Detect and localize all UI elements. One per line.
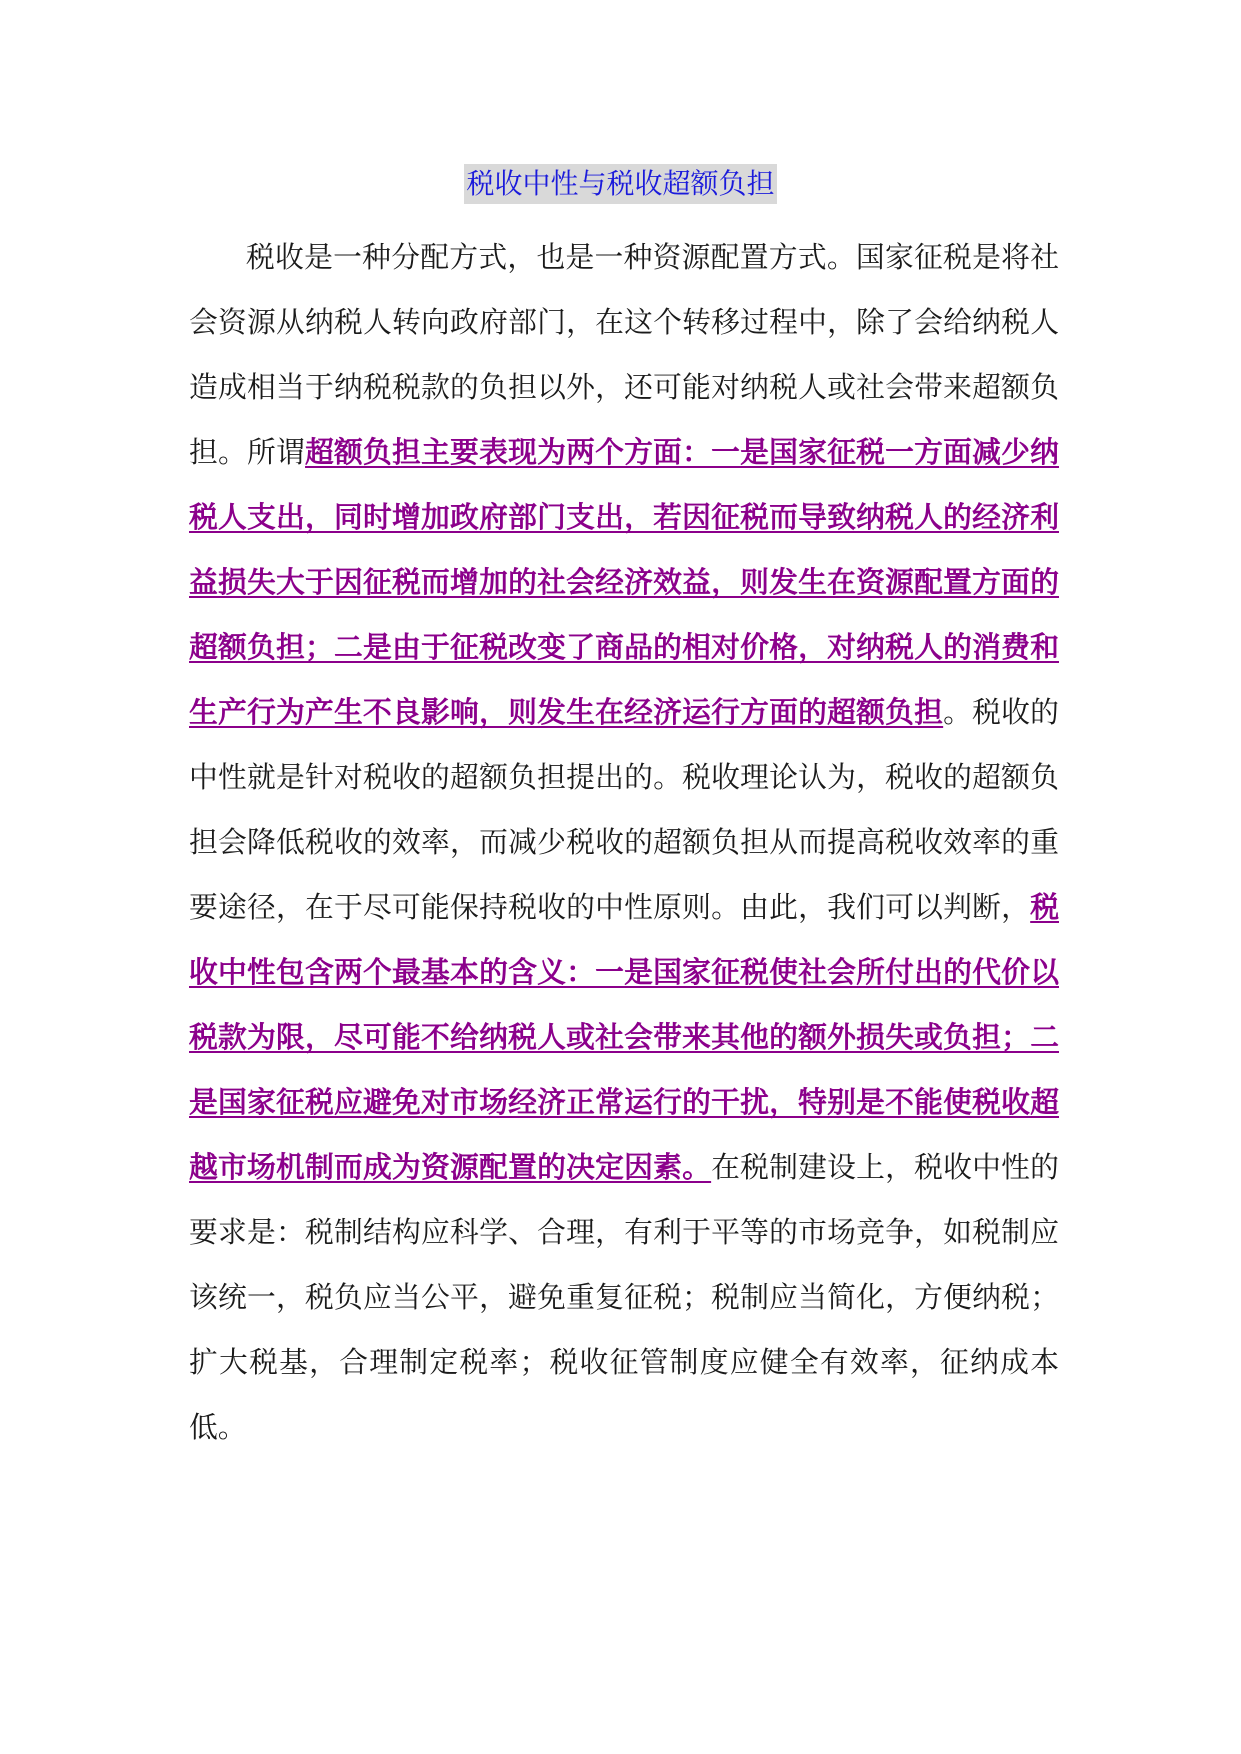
body-paragraph — [189, 225, 1059, 1460]
paragraph-text-segment: 在税制建设上，税收中性的要求是：税制结构应科学、合理，有利于平等的市场竞争，如税制应该统一，税负应当公平，避免重复征税；税制应当简化，方便纳税；扩大税基，合理制定税率；税收征管制度应健全有效率，征纳成本低。 — [189, 1150, 1059, 1444]
emphasized-passage: 税收中性包含两个最基本的含义：一是国家征税使社会所付出的代价以税款为限，尽可能不给纳税人或社会带来其他的额外损失或负担；二是国家征税应避免对市场经济正常运行的干扰，特别是不能使税收超越市场机制而成为资源配置的决定因素。 — [189, 890, 1059, 1184]
emphasized-passage: 超额负担主要表现为两个方面：一是国家征税一方面减少纳税人支出，同时增加政府部门支出，若因征税而导致纳税人的经济利益损失大于因征税而增加的社会经济效益，则发生在资源配置方面的超额负担；二是由于征税改变了商品的相对价格，对纳税人的消费和生产行为产生不良影响，则发生在经济运行方面的超额负担 — [189, 435, 1059, 729]
document-title: 税收中性与税收超额负担 — [464, 164, 776, 204]
paragraph-text-segment: 税收是一种分配方式，也是一种资源配置方式。国家征税是将社会资源从纳税人转向政府部门，在这个转移过程中，除了会给纳税人造成相当于纳税税款的负担以外，还可能对纳税人或社会带来超额负担。所谓 — [189, 240, 1059, 469]
title-container — [0, 164, 1241, 204]
paragraph-text-segment: 。税收的中性就是针对税收的超额负担提出的。税收理论认为，税收的超额负担会降低税收的效率，而减少税收的超额负担从而提高税收效率的重要途径，在于尽可能保持税收的中性原则。由此，我们可以判断， — [189, 695, 1059, 924]
